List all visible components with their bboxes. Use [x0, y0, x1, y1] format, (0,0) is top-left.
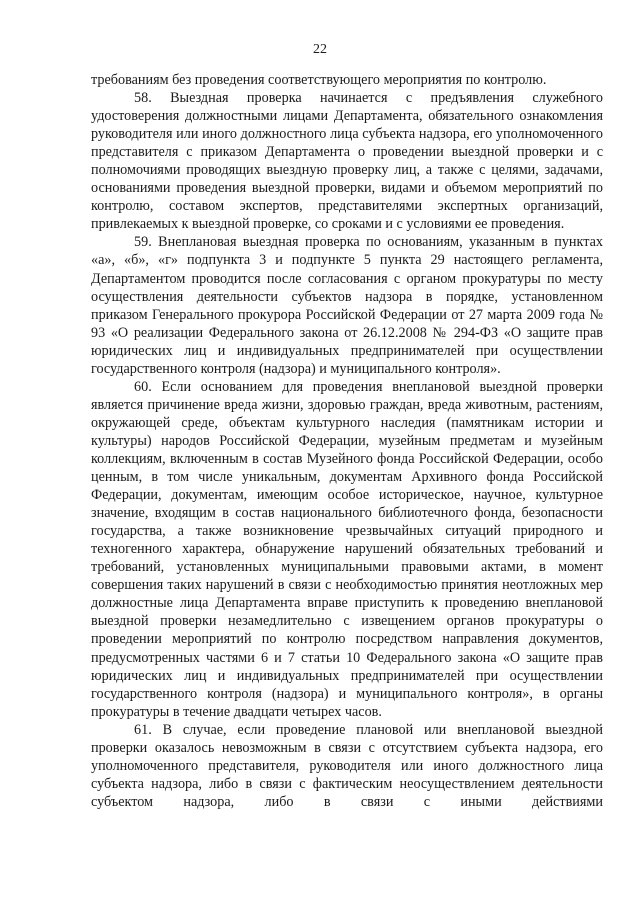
- paragraph-58: 58. Выездная проверка начинается с предъявления служебного удостоверения должностными лицами Департамента, обязательного ознакомления руководителя или иного должностного лица субъекта надзора, его уполномоченного представителя с приказом Департамента о проведении выездной проверки и с полномочиями проводящих выездную проверку лиц, а также с целями, задачами, основаниями проведения выездной проверки, видами и объемом мероприятий по контролю, составом экспертов, представителями экспертных организаций, привлекаемых к выездной проверке, со сроками и с условиями ее проведения.: [91, 90, 603, 233]
- document-body: [91, 71, 603, 811]
- paragraph-continuation: требованиям без проведения соответствующего мероприятия по контролю.: [91, 72, 547, 88]
- paragraph-59: 59. Внеплановая выездная проверка по основаниям, указанным в пунктах «а», «б», «г» подпункта 3 и подпункте 5 пункта 29 настоящего регламента, Департаментом проводится после согласования с органом прокуратуры по месту осуществления деятельности субъектов надзора в порядке, установленном приказом Генерального прокурора Российской Федерации от 27 марта 2009 года № 93 «О реализации Федерального закона от 26.12.2008 № 294-ФЗ «О защите прав юридических лиц и индивидуальных предпринимателей при осуществлении государственного контроля (надзора) и муниципального контроля».: [91, 234, 603, 377]
- paragraph-60: 60. Если основанием для проведения внеплановой выездной проверки является причинение вреда жизни, здоровью граждан, вреда животным, растениям, окружающей среде, объектам культурного наследия (памятникам истории и культуры) народов Российской Федерации, музейным предметам и музейным коллекциям, включенным в состав Музейного фонда Российской Федерации, особо ценным, в том числе уникальным, документам Архивного фонда Российской Федерации, документам, имеющим особое историческое, научное, культурное значение, входящим в состав национального библиотечного фонда, безопасности государства, а также возникновение чрезвычайных ситуаций природного и техногенного характера, обнаружение нарушений обязательных требований и требований, установленных муниципальными правовыми актами, в момент совершения таких нарушений в связи с необходимостью принятия неотложных мер должностные лица Департамента вправе приступить к проведению внеплановой выездной проверки незамедлительно с извещением органов прокуратуры о проведении мероприятий по контролю посредством направления документов, предусмотренных частями 6 и 7 статьи 10 Федерального закона «О защите прав юридических лиц и индивидуальных предпринимателей при осуществлении государственного контроля (надзора) и муниципального контроля», в органы прокуратуры в течение двадцати четырех часов.: [91, 378, 603, 720]
- paragraph-61: 61. В случае, если проведение плановой или внеплановой выездной проверки оказалось невозможным в связи с отсутствием субъекта надзора, его уполномоченного представителя, руководителя или иного должностного лица субъекта надзора, либо в связи с фактическим неосуществлением деятельности субъектом надзора, либо в связи с иными действиями: [91, 721, 603, 810]
- page-number: 22: [313, 42, 327, 57]
